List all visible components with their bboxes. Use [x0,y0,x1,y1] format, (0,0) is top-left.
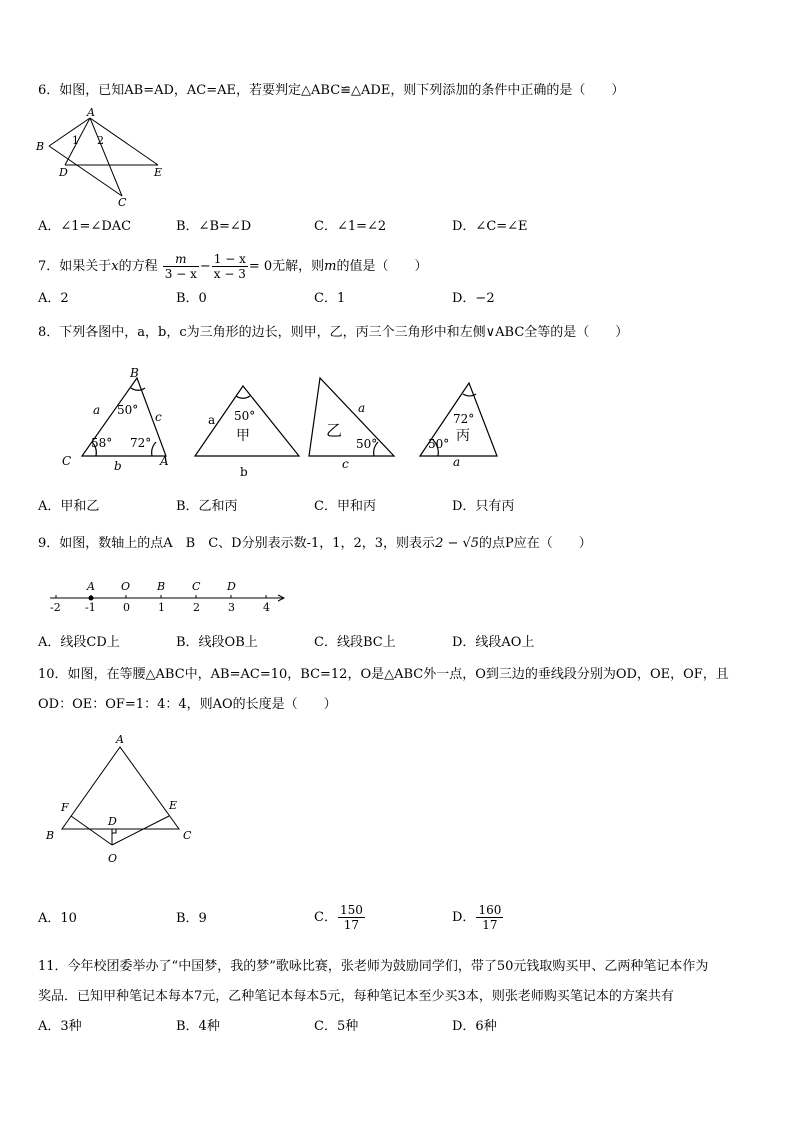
q9-number-line [46,580,296,616]
q7-var-x: x [111,259,119,274]
q8-main-ang50: 50° [117,403,139,417]
q8-main-ang72: 72° [130,436,152,450]
q6-option-b[interactable]: B．∠B=∠D [176,219,252,234]
q11-line2: 奖品．已知甲种笔记本每本7元，乙种笔记本每本5元，每种笔记本至少买3本，则张老师购买笔记本的方案共有 [38,989,674,1004]
q9-stem-b: 的点P应在（ ） [479,536,592,551]
q6-option-d[interactable]: D．∠C=∠E [452,219,528,234]
q6-label-d: D [59,166,68,179]
q8-bing-ang50: 50° [428,437,450,451]
q7-var-m: m [324,259,337,274]
q10-option-d[interactable] [452,898,504,938]
q11-option-c[interactable]: C．5种 [314,1019,359,1034]
q7-stem-c: 的值是（ ） [336,259,428,274]
q10-option-d-prefix: D． [452,910,476,925]
q10-option-c[interactable] [314,898,366,938]
q10-label-e: E [169,799,178,812]
q6-label-c: C [118,196,127,209]
q7-option-a[interactable]: A．2 [38,291,69,306]
q7-f2-den: x − 3 [213,267,246,281]
q8-option-a[interactable]: A．甲和乙 [38,499,100,514]
q9-stem-a: 9．如图，数轴上的点A B C、D分别表示数-1，1，2，3，则表示 [38,536,436,551]
q9-tick-neg1: -1 [85,601,96,614]
q8-jia-name: 甲 [236,428,250,444]
q8-bing-name: 丙 [456,428,470,444]
q9-tick-4: 4 [263,601,270,614]
q9-option-a[interactable]: A．线段CD上 [38,635,120,650]
q9-option-b[interactable]: B．线段OB上 [176,635,258,650]
q8-jia-side-b: b [240,465,248,479]
q8-figures [60,366,510,481]
q8-main-side-c: c [155,410,162,424]
q7-eq: = 0无解，则 [248,259,325,274]
q8-yi-side-a: a [358,401,366,415]
q8-yi-side-c: c [342,457,349,471]
q9-tick-2: 2 [193,601,200,614]
q7-option-b[interactable]: B．0 [176,291,207,306]
q10-figure [40,735,210,875]
q8-yi-ang: 50° [356,437,378,451]
q6-label-a: A [87,106,95,119]
q8-main-b-vertex: B [130,366,139,380]
q10-option-d-fraction [476,903,503,932]
q11-option-d[interactable]: D．6种 [452,1019,497,1034]
q10-option-c-num: 150 [339,903,363,917]
q9-tick-0: 0 [123,601,130,614]
q6-label-b: B [36,140,45,153]
q6-label-2: 2 [97,134,104,147]
q7-minus: − [199,259,211,274]
q7-f2-num: 1 − x [213,252,246,266]
q7-option-c[interactable]: C．1 [314,291,346,306]
q10-label-f: F [61,801,69,814]
q8-jia-side-a: a [208,413,216,427]
q8-bing-side-a: a [453,455,461,469]
q10-option-b[interactable]: B．9 [176,911,207,926]
q10-option-c-fraction [338,903,365,932]
q8-main-ang58: 58° [91,436,113,450]
q9-point-o: O [121,580,131,593]
q8-yi-name: 乙 [326,421,343,440]
q8-stem: 8．下列各图中，a，b，c为三角形的边长，则甲，乙，丙三个三角形中和左侧∨ABC全等的是（ ） [38,325,629,340]
q11-line1: 11．今年校团委举办了“中国梦，我的梦”歌咏比赛，张老师为鼓励同学们，带了50元钱取购买甲、乙两种笔记本作为 [38,959,709,974]
q10-option-c-den: 17 [343,918,360,932]
q10-option-d-num: 160 [478,903,502,917]
q6-option-a[interactable]: A．∠1=∠DAC [38,219,132,234]
q8-jia-ang: 50° [234,409,256,423]
q10-stem-line1: 10．如图，在等腰△ABC中，AB=AC=10，BC=12，O是△ABC外一点，O到三边的垂线段分别为OD，OE，OF，且 [38,667,729,682]
q8-main-side-b: b [114,459,122,473]
q6-stem: 6．如图，已知AB=AD，AC=AE，若要判定△ABC≌△ADE，则下列添加的条件中正确的是（ ） [38,83,625,98]
q8-option-d[interactable]: D．只有丙 [452,499,515,514]
q11-option-a[interactable]: A．3种 [38,1019,82,1034]
q9-option-c[interactable]: C．线段BC上 [314,635,396,650]
q9-option-d[interactable]: D．线段AO上 [452,635,535,650]
q10-label-o: O [108,852,118,865]
q7-fraction-1 [163,252,199,281]
q9-stem [38,535,592,553]
q9-tick-1: 1 [158,601,165,614]
q9-point-a: A [87,580,95,593]
q10-option-d-den: 17 [482,918,498,932]
q6-label-1: 1 [72,134,79,147]
q6-label-e: E [154,166,163,179]
q9-tick-neg2: -2 [50,601,61,614]
q11-option-b[interactable]: B．4种 [176,1019,220,1034]
q10-label-a: A [116,733,124,746]
q7-stem-b: 的方程 [118,259,158,274]
q7-stem-a: 7．如果关于 [38,259,112,274]
q6-option-c[interactable]: C．∠1=∠2 [314,219,387,234]
q10-label-b: B [46,829,55,842]
q8-option-c[interactable]: C．甲和丙 [314,499,376,514]
q8-bing-ang72: 72° [453,412,475,426]
q9-point-b: B [157,580,166,593]
q6-figure [32,106,212,209]
q9-point-d: D [227,580,236,593]
q10-label-c: C [183,829,192,842]
q8-option-b[interactable]: B．乙和丙 [176,499,238,514]
q7-fraction-2 [212,252,248,281]
q10-stem-line2: OD：OE：OF=1：4：4，则AO的长度是（ ） [38,697,337,712]
q7-f1-num: m [163,252,199,267]
q10-option-c-prefix: C． [314,910,337,925]
q8-main-a-vertex: A [160,454,169,468]
q8-main-side-a: a [93,403,101,417]
q7-stem [38,252,428,282]
q10-label-d: D [108,815,117,828]
q9-point-c: C [192,580,201,593]
q7-option-d[interactable]: D．−2 [452,291,495,306]
q7-f1-den: 3 − x [164,267,197,281]
q10-option-a[interactable]: A．10 [38,911,77,926]
q9-expr: 2 − √5 [435,536,480,551]
q9-tick-3: 3 [228,601,235,614]
q8-main-c-vertex: C [62,454,72,468]
